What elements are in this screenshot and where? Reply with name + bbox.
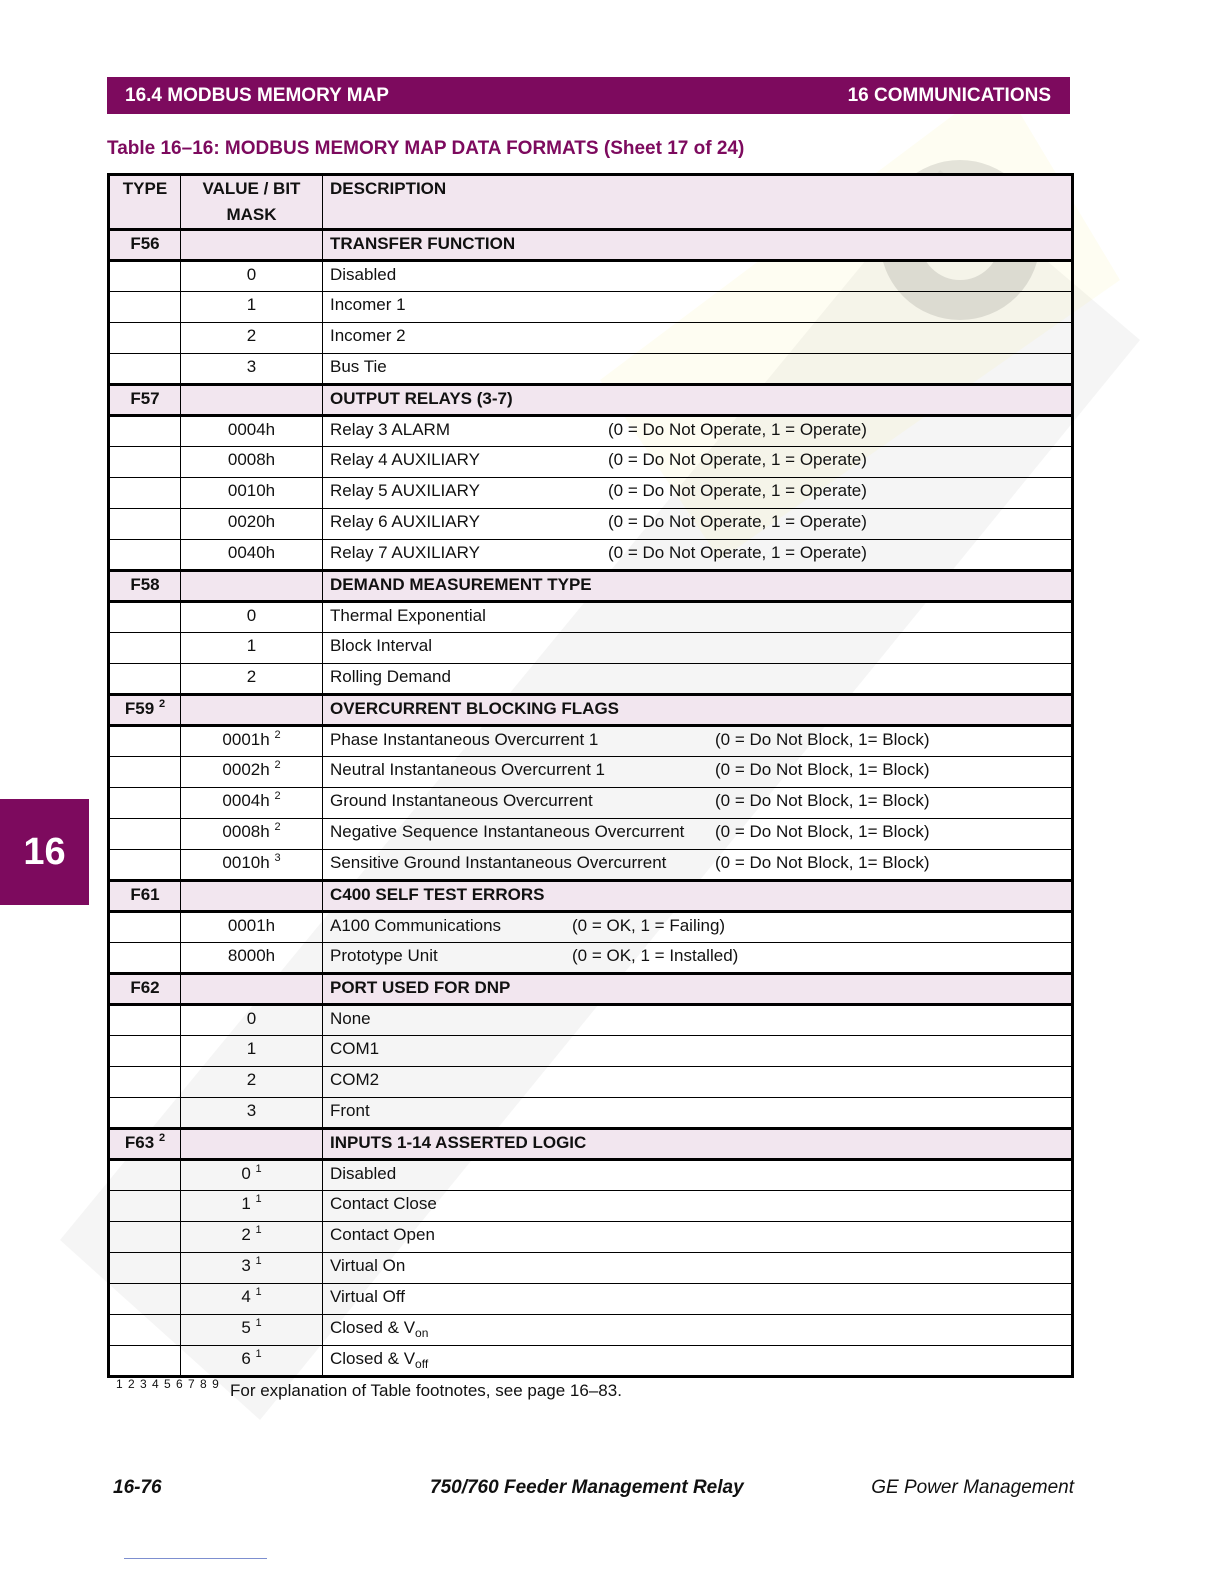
description-cell	[323, 1098, 1073, 1129]
page-number: 16-76	[113, 1477, 162, 1498]
description-text: Relay 5 AUXILIARY	[330, 481, 480, 500]
table-row	[109, 1160, 1073, 1191]
value-cell	[181, 1222, 323, 1253]
description-cell	[323, 788, 1073, 819]
type-code-text: F58	[130, 575, 160, 594]
footnote-ref: 2	[274, 821, 281, 833]
footnote-ref: 2	[158, 698, 166, 710]
value-meaning-note: (0 = OK, 1 = Installed)	[572, 946, 739, 965]
table-row	[109, 912, 1073, 943]
section-title: INPUTS 1-14 ASSERTED LOGIC	[323, 1129, 1073, 1160]
table-row	[109, 447, 1073, 478]
description-cell	[323, 354, 1073, 385]
value-cell	[181, 1346, 323, 1377]
table-row	[109, 757, 1073, 788]
type-empty	[109, 416, 181, 447]
description-text: Contact Close	[330, 1194, 437, 1213]
value-cell	[181, 633, 323, 664]
description-text: Rolling Demand	[330, 667, 451, 686]
description-text: Incomer 1	[330, 295, 406, 314]
section-title: TRANSFER FUNCTION	[323, 230, 1073, 261]
description-cell	[323, 1222, 1073, 1253]
value-text: 0001h	[227, 916, 276, 935]
description-cell	[323, 509, 1073, 540]
type-empty	[109, 1191, 181, 1222]
description-cell	[323, 602, 1073, 633]
footer-rule	[124, 1558, 267, 1559]
value-meaning-note: (0 = Do Not Operate, 1 = Operate)	[608, 512, 867, 531]
section-value-empty	[181, 385, 323, 416]
value-cell	[181, 323, 323, 354]
table-row	[109, 1346, 1073, 1377]
footnote-ref: 2	[274, 729, 281, 741]
table-row	[109, 1098, 1073, 1129]
value-text: 3	[246, 357, 257, 376]
table-header-row	[109, 175, 1073, 230]
value-meaning-note: (0 = OK, 1 = Failing)	[572, 916, 726, 935]
table-row	[109, 1222, 1073, 1253]
description-cell	[323, 1160, 1073, 1191]
value-cell	[181, 664, 323, 695]
description-text: A100 Communications	[330, 916, 502, 935]
value-cell	[181, 1036, 323, 1067]
value-text: 0008h	[222, 822, 270, 841]
footnote-ref: 1	[255, 1348, 262, 1360]
value-cell	[181, 757, 323, 788]
section-row	[109, 571, 1073, 602]
description-cell	[323, 1067, 1073, 1098]
table-row	[109, 788, 1073, 819]
type-code	[109, 695, 181, 726]
value-cell	[181, 1067, 323, 1098]
type-code-text: F62	[130, 978, 160, 997]
value-text: 0004h	[227, 420, 276, 439]
section-row	[109, 385, 1073, 416]
value-meaning-note: (0 = Do Not Operate, 1 = Operate)	[608, 420, 867, 439]
value-cell	[181, 1098, 323, 1129]
type-empty	[109, 1346, 181, 1377]
type-code-text: F61	[130, 885, 160, 904]
description-text: Ground Instantaneous Overcurrent	[330, 791, 593, 810]
table-row	[109, 1315, 1073, 1346]
product-name: 750/760 Feeder Management Relay	[430, 1477, 744, 1498]
value-cell	[181, 261, 323, 292]
value-text: 6	[241, 1349, 251, 1368]
description-text: Relay 7 AUXILIARY	[330, 543, 480, 562]
footnote-ref: 1	[255, 1224, 262, 1236]
value-text: 0	[241, 1164, 251, 1183]
description-text: Relay 3 ALARM	[330, 420, 450, 439]
type-empty	[109, 1160, 181, 1191]
value-cell	[181, 354, 323, 385]
value-text: 1	[241, 1194, 251, 1213]
description-cell	[323, 261, 1073, 292]
table-row	[109, 354, 1073, 385]
description-text: Incomer 2	[330, 326, 406, 345]
value-text: 0002h	[222, 760, 270, 779]
value-text: 2	[241, 1225, 251, 1244]
type-code-text: F56	[130, 234, 160, 253]
type-code	[109, 974, 181, 1005]
type-empty	[109, 540, 181, 571]
type-empty	[109, 1253, 181, 1284]
subscript: on	[415, 1326, 429, 1340]
table-row	[109, 1191, 1073, 1222]
description-cell	[323, 1284, 1073, 1315]
footnote-ref: 1	[255, 1163, 262, 1175]
type-empty	[109, 633, 181, 664]
value-cell	[181, 292, 323, 323]
type-code	[109, 385, 181, 416]
value-cell	[181, 726, 323, 757]
type-code	[109, 1129, 181, 1160]
table-row	[109, 1284, 1073, 1315]
table-row	[109, 1036, 1073, 1067]
table-row	[109, 292, 1073, 323]
value-cell	[181, 788, 323, 819]
footnote-text: For explanation of Table footnotes, see page 16–83.	[230, 1381, 622, 1400]
type-empty	[109, 757, 181, 788]
section-row	[109, 695, 1073, 726]
type-empty	[109, 1067, 181, 1098]
section-value-empty	[181, 881, 323, 912]
value-cell	[181, 1315, 323, 1346]
value-text: 2	[246, 667, 257, 686]
description-text: COM2	[330, 1070, 380, 1089]
type-empty	[109, 1098, 181, 1129]
value-cell	[181, 1005, 323, 1036]
description-text: Disabled	[330, 265, 397, 284]
subscript: off	[415, 1357, 429, 1371]
description-text: Phase Instantaneous Overcurrent 1	[330, 730, 599, 749]
footnote-ref: 2	[274, 790, 281, 802]
description-cell	[323, 1253, 1073, 1284]
table-row	[109, 602, 1073, 633]
description-text: Closed & V	[330, 1349, 416, 1368]
table-row	[109, 850, 1073, 881]
section-row	[109, 1129, 1073, 1160]
section-title: C400 SELF TEST ERRORS	[323, 881, 1073, 912]
type-empty	[109, 726, 181, 757]
footnote-ref: 2	[274, 759, 281, 771]
type-empty	[109, 1284, 181, 1315]
type-empty	[109, 912, 181, 943]
description-cell	[323, 447, 1073, 478]
type-empty	[109, 943, 181, 974]
chapter-tab: 16	[0, 799, 89, 905]
description-cell	[323, 1191, 1073, 1222]
table-row	[109, 819, 1073, 850]
description-text: Prototype Unit	[330, 946, 438, 965]
description-text: Bus Tie	[330, 357, 387, 376]
type-empty	[109, 1005, 181, 1036]
table-row	[109, 540, 1073, 571]
description-text: Neutral Instantaneous Overcurrent 1	[330, 760, 605, 779]
type-empty	[109, 1222, 181, 1253]
section-header-bar	[107, 77, 1070, 114]
value-cell	[181, 416, 323, 447]
value-cell	[181, 912, 323, 943]
value-text: 0	[246, 1009, 257, 1028]
description-text: None	[330, 1009, 371, 1028]
description-cell	[323, 540, 1073, 571]
column-header-type: TYPE	[109, 175, 181, 230]
table-row	[109, 261, 1073, 292]
value-text: 0040h	[227, 543, 276, 562]
description-text: Relay 6 AUXILIARY	[330, 512, 480, 531]
value-cell	[181, 1160, 323, 1191]
type-empty	[109, 323, 181, 354]
type-code	[109, 881, 181, 912]
value-cell	[181, 850, 323, 881]
table-row	[109, 664, 1073, 695]
value-text: 1	[246, 295, 257, 314]
type-empty	[109, 354, 181, 385]
footnote-ref: 1	[255, 1255, 262, 1267]
description-cell	[323, 478, 1073, 509]
footnote-ref: 2	[158, 1132, 166, 1144]
table-row	[109, 633, 1073, 664]
value-text: 2	[246, 1070, 257, 1089]
column-header-description: DESCRIPTION	[323, 175, 1073, 230]
section-title: OUTPUT RELAYS (3-7)	[323, 385, 1073, 416]
description-cell	[323, 292, 1073, 323]
type-empty	[109, 509, 181, 540]
value-meaning-note: (0 = Do Not Block, 1= Block)	[715, 760, 930, 779]
value-meaning-note: (0 = Do Not Operate, 1 = Operate)	[608, 543, 867, 562]
value-text: 4	[241, 1287, 251, 1306]
table-row	[109, 416, 1073, 447]
description-cell	[323, 323, 1073, 354]
value-text: 5	[241, 1318, 251, 1337]
section-title: DEMAND MEASUREMENT TYPE	[323, 571, 1073, 602]
type-empty	[109, 850, 181, 881]
type-code-text: F63	[124, 1133, 155, 1152]
value-meaning-note: (0 = Do Not Operate, 1 = Operate)	[608, 450, 867, 469]
type-empty	[109, 447, 181, 478]
value-cell	[181, 819, 323, 850]
section-row	[109, 230, 1073, 261]
description-cell	[323, 633, 1073, 664]
description-cell	[323, 664, 1073, 695]
chapter-title: 16 COMMUNICATIONS	[847, 85, 1051, 106]
table-title: Table 16–16: MODBUS MEMORY MAP DATA FORMATS (Sheet 17 of 24)	[107, 138, 745, 159]
value-meaning-note: (0 = Do Not Operate, 1 = Operate)	[608, 481, 867, 500]
value-cell	[181, 1253, 323, 1284]
description-text: COM1	[330, 1039, 380, 1058]
description-cell	[323, 1315, 1073, 1346]
section-value-empty	[181, 695, 323, 726]
footnote-ref: 3	[274, 852, 281, 864]
value-text: 0020h	[227, 512, 276, 531]
section-title: 16.4 MODBUS MEMORY MAP	[125, 85, 389, 106]
description-cell	[323, 850, 1073, 881]
type-code	[109, 571, 181, 602]
description-text: Virtual On	[330, 1256, 406, 1275]
section-value-empty	[181, 571, 323, 602]
type-empty	[109, 788, 181, 819]
type-code	[109, 230, 181, 261]
description-text: Virtual Off	[330, 1287, 405, 1306]
type-empty	[109, 664, 181, 695]
footnote-ref: 1	[255, 1193, 262, 1205]
value-text: 8000h	[227, 946, 276, 965]
footnote-marks: 1 2 3 4 5 6 7 8 9	[116, 1377, 220, 1391]
value-text: 0004h	[222, 791, 270, 810]
type-empty	[109, 292, 181, 323]
value-text: 1	[246, 636, 257, 655]
section-value-empty	[181, 230, 323, 261]
footnote-ref: 1	[255, 1286, 262, 1298]
description-cell	[323, 416, 1073, 447]
value-text: 0008h	[227, 450, 276, 469]
table-row	[109, 943, 1073, 974]
value-cell	[181, 602, 323, 633]
value-text: 3	[241, 1256, 251, 1275]
description-text: Block Interval	[330, 636, 433, 655]
table-row	[109, 509, 1073, 540]
table-row	[109, 323, 1073, 354]
type-empty	[109, 602, 181, 633]
description-text: Contact Open	[330, 1225, 435, 1244]
value-meaning-note: (0 = Do Not Block, 1= Block)	[715, 791, 930, 810]
value-cell	[181, 509, 323, 540]
table-row	[109, 726, 1073, 757]
description-text: Front	[330, 1101, 370, 1120]
description-text: Closed & V	[330, 1318, 416, 1337]
table-body	[109, 230, 1073, 1377]
type-empty	[109, 261, 181, 292]
table-row	[109, 1253, 1073, 1284]
description-cell	[323, 943, 1073, 974]
table-row	[109, 478, 1073, 509]
description-text: Disabled	[330, 1164, 397, 1183]
section-title: OVERCURRENT BLOCKING FLAGS	[323, 695, 1073, 726]
value-text: 3	[246, 1101, 257, 1120]
value-text: 0010h	[227, 481, 276, 500]
value-text: 0001h	[222, 730, 270, 749]
value-cell	[181, 1191, 323, 1222]
section-row	[109, 881, 1073, 912]
description-cell	[323, 1005, 1073, 1036]
type-empty	[109, 1315, 181, 1346]
description-cell	[323, 1346, 1073, 1377]
table-row	[109, 1005, 1073, 1036]
footnote-ref: 1	[255, 1317, 262, 1329]
value-text: 1	[246, 1039, 257, 1058]
value-meaning-note: (0 = Do Not Block, 1= Block)	[715, 822, 930, 841]
section-value-empty	[181, 1129, 323, 1160]
column-header-value: VALUE / BIT MASK	[181, 175, 323, 230]
value-cell	[181, 540, 323, 571]
description-cell	[323, 757, 1073, 788]
type-code-text: F57	[130, 389, 160, 408]
description-text: Relay 4 AUXILIARY	[330, 450, 480, 469]
description-text: Thermal Exponential	[330, 606, 486, 625]
type-empty	[109, 478, 181, 509]
company-name: GE Power Management	[871, 1477, 1074, 1498]
table-row	[109, 1067, 1073, 1098]
memory-map-table	[107, 173, 1074, 1378]
description-cell	[323, 1036, 1073, 1067]
value-cell	[181, 447, 323, 478]
value-text: 0	[246, 265, 257, 284]
value-meaning-note: (0 = Do Not Block, 1= Block)	[715, 853, 930, 872]
value-text: 0	[246, 606, 257, 625]
description-cell	[323, 912, 1073, 943]
section-value-empty	[181, 974, 323, 1005]
value-cell	[181, 478, 323, 509]
type-empty	[109, 819, 181, 850]
value-cell	[181, 1284, 323, 1315]
value-text: 0010h	[222, 853, 270, 872]
type-empty	[109, 1036, 181, 1067]
type-code-text: F59	[124, 699, 155, 718]
description-cell	[323, 819, 1073, 850]
value-cell	[181, 943, 323, 974]
description-text: Negative Sequence Instantaneous Overcurrent	[330, 822, 685, 841]
description-cell	[323, 726, 1073, 757]
description-text: Sensitive Ground Instantaneous Overcurrent	[330, 853, 667, 872]
value-meaning-note: (0 = Do Not Block, 1= Block)	[715, 730, 930, 749]
value-text: 2	[246, 326, 257, 345]
section-row	[109, 974, 1073, 1005]
section-title: PORT USED FOR DNP	[323, 974, 1073, 1005]
